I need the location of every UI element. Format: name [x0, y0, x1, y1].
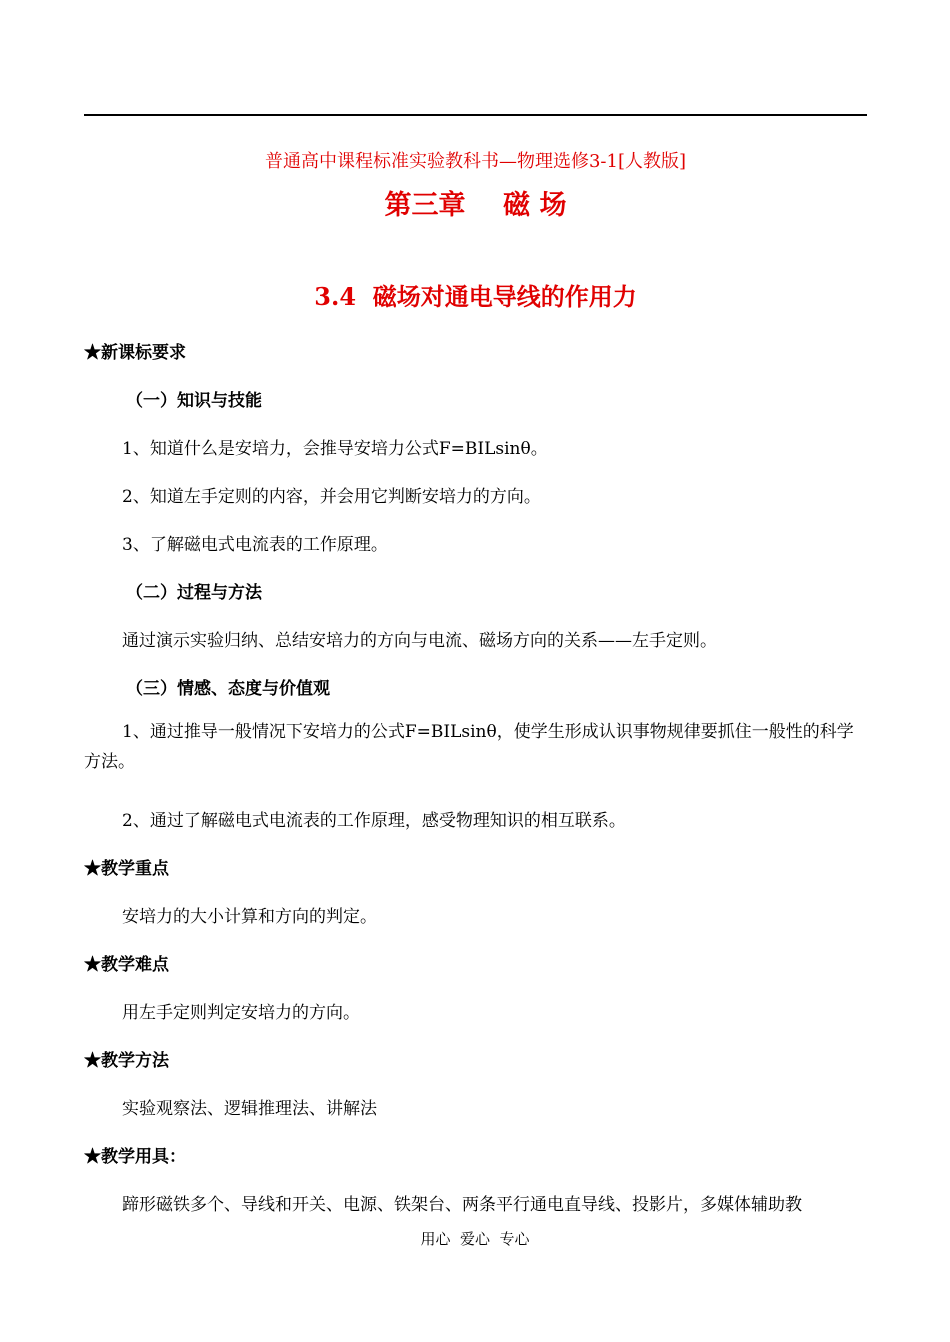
page-footer: 用心 爱心 专心	[420, 1230, 530, 1248]
difficulties-heading: ★教学难点	[84, 955, 169, 975]
methods-heading: ★教学方法	[84, 1051, 169, 1071]
section-title: 3.4 磁场对通电导线的作用力	[314, 282, 637, 311]
textbook-subtitle: 普通高中课程标准实验教科书—物理选修3-1[人教版]	[264, 151, 687, 172]
values-heading: （三）情感、态度与价值观	[126, 679, 330, 699]
chapter-title: 第三章 磁 场	[384, 190, 567, 221]
tools-heading: ★教学用具：	[84, 1147, 186, 1167]
requirements-heading: ★新课标要求	[84, 343, 186, 363]
key-points-heading: ★教学重点	[84, 859, 169, 879]
knowledge-item-2: 2、知道左手定则的内容，并会用它判断安培力的方向。	[122, 487, 541, 507]
difficulties-text: 用左手定则判定安培力的方向。	[122, 1003, 360, 1023]
values-item-2: 2、通过了解磁电式电流表的工作原理，感受物理知识的相互联系。	[122, 811, 626, 831]
values-item-1: 1、通过推导一般情况下安培力的公式F=BILsinθ，使学生形成认识事物规律要抓住一般性的科学方法。	[84, 722, 854, 772]
knowledge-heading: （一）知识与技能	[126, 391, 262, 411]
knowledge-item-3: 3、了解磁电式电流表的工作原理。	[122, 535, 388, 555]
knowledge-item-1: 1、知道什么是安培力，会推导安培力公式F=BILsinθ。	[122, 439, 548, 459]
process-item-1: 通过演示实验归纳、总结安培力的方向与电流、磁场方向的关系——左手定则。	[122, 631, 717, 651]
header-rule	[84, 114, 867, 116]
key-points-text: 安培力的大小计算和方向的判定。	[122, 907, 377, 927]
tools-text: 蹄形磁铁多个、导线和开关、电源、铁架台、两条平行通电直导线、投影片，多媒体辅助教	[122, 1195, 802, 1215]
methods-text: 实验观察法、逻辑推理法、讲解法	[122, 1099, 377, 1119]
process-heading: （二）过程与方法	[126, 583, 262, 603]
